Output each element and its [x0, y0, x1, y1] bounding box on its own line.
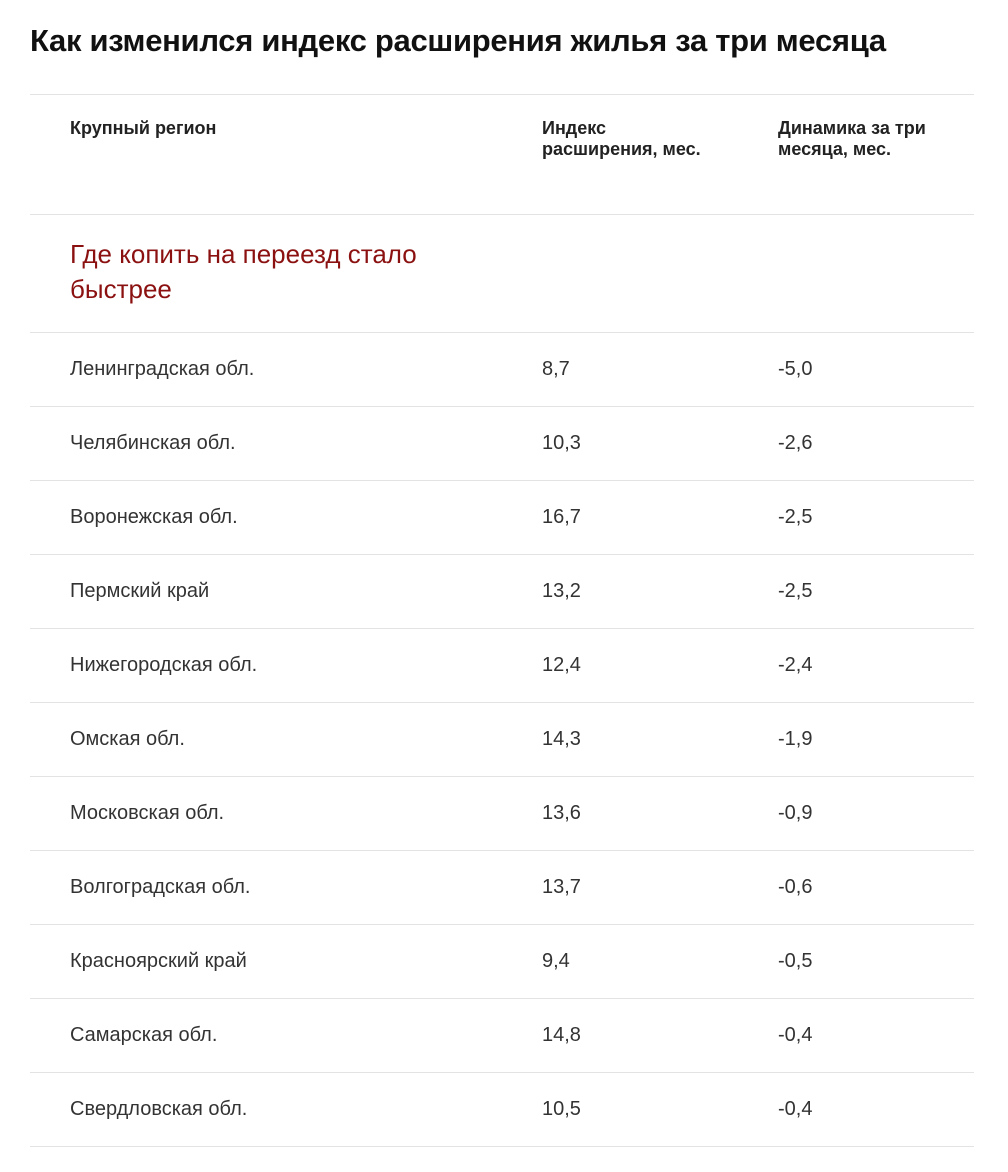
table-row	[30, 333, 974, 407]
region-cell: Московская обл.	[70, 802, 225, 824]
index-cell: 8,7	[542, 358, 570, 380]
dynamics-cell: -2,4	[778, 654, 813, 676]
dynamics-cell: -5,0	[778, 358, 813, 380]
index-cell: 14,8	[542, 1024, 581, 1046]
region-cell: Самарская обл.	[70, 1024, 218, 1046]
region-cell: Воронежская обл.	[70, 506, 238, 528]
dynamics-cell: -0,4	[778, 1024, 813, 1046]
table-body	[30, 333, 974, 1147]
region-cell: Челябинская обл.	[70, 432, 236, 454]
region-cell: Пермский край	[70, 580, 210, 602]
table-header-row	[30, 95, 974, 215]
region-cell: Волгоградская обл.	[70, 876, 251, 898]
dynamics-cell: -2,5	[778, 506, 813, 528]
table-row	[30, 925, 974, 999]
index-cell: 13,2	[542, 580, 581, 602]
column-header-region: Крупный регион	[70, 118, 217, 138]
region-cell: Ленинградская обл.	[70, 358, 255, 380]
table-row	[30, 481, 974, 555]
table-row	[30, 407, 974, 481]
data-table	[30, 94, 974, 1147]
dynamics-cell: -1,9	[778, 728, 813, 750]
index-cell: 16,7	[542, 506, 581, 528]
dynamics-cell: -2,5	[778, 580, 813, 602]
region-cell: Красноярский край	[70, 950, 247, 972]
index-cell: 13,6	[542, 802, 581, 824]
table-row	[30, 851, 974, 925]
column-header-index: Индекс расширения, мес.	[542, 118, 701, 159]
dynamics-cell: -0,9	[778, 802, 813, 824]
index-cell: 14,3	[542, 728, 581, 750]
dynamics-cell: -0,6	[778, 876, 813, 898]
dynamics-cell: -2,6	[778, 432, 813, 454]
table-row	[30, 1073, 974, 1147]
section-title: Где копить на переезд стало быстрее	[70, 239, 417, 304]
column-header-dynamics: Динамика за три месяца, мес.	[778, 118, 926, 159]
region-cell: Свердловская обл.	[70, 1098, 248, 1120]
index-cell: 13,7	[542, 876, 581, 898]
table-row	[30, 999, 974, 1073]
page-title: Как изменился индекс расширения жилья за три месяца	[30, 23, 886, 58]
dynamics-cell: -0,5	[778, 950, 813, 972]
index-cell: 10,5	[542, 1098, 581, 1120]
region-cell: Омская обл.	[70, 728, 185, 750]
table-row	[30, 629, 974, 703]
table-row	[30, 555, 974, 629]
index-cell: 9,4	[542, 950, 570, 972]
dynamics-cell: -0,4	[778, 1098, 813, 1120]
index-cell: 10,3	[542, 432, 581, 454]
region-cell: Нижегородская обл.	[70, 654, 258, 676]
table-row	[30, 777, 974, 851]
table-row	[30, 703, 974, 777]
index-cell: 12,4	[542, 654, 581, 676]
section-row	[30, 215, 974, 333]
